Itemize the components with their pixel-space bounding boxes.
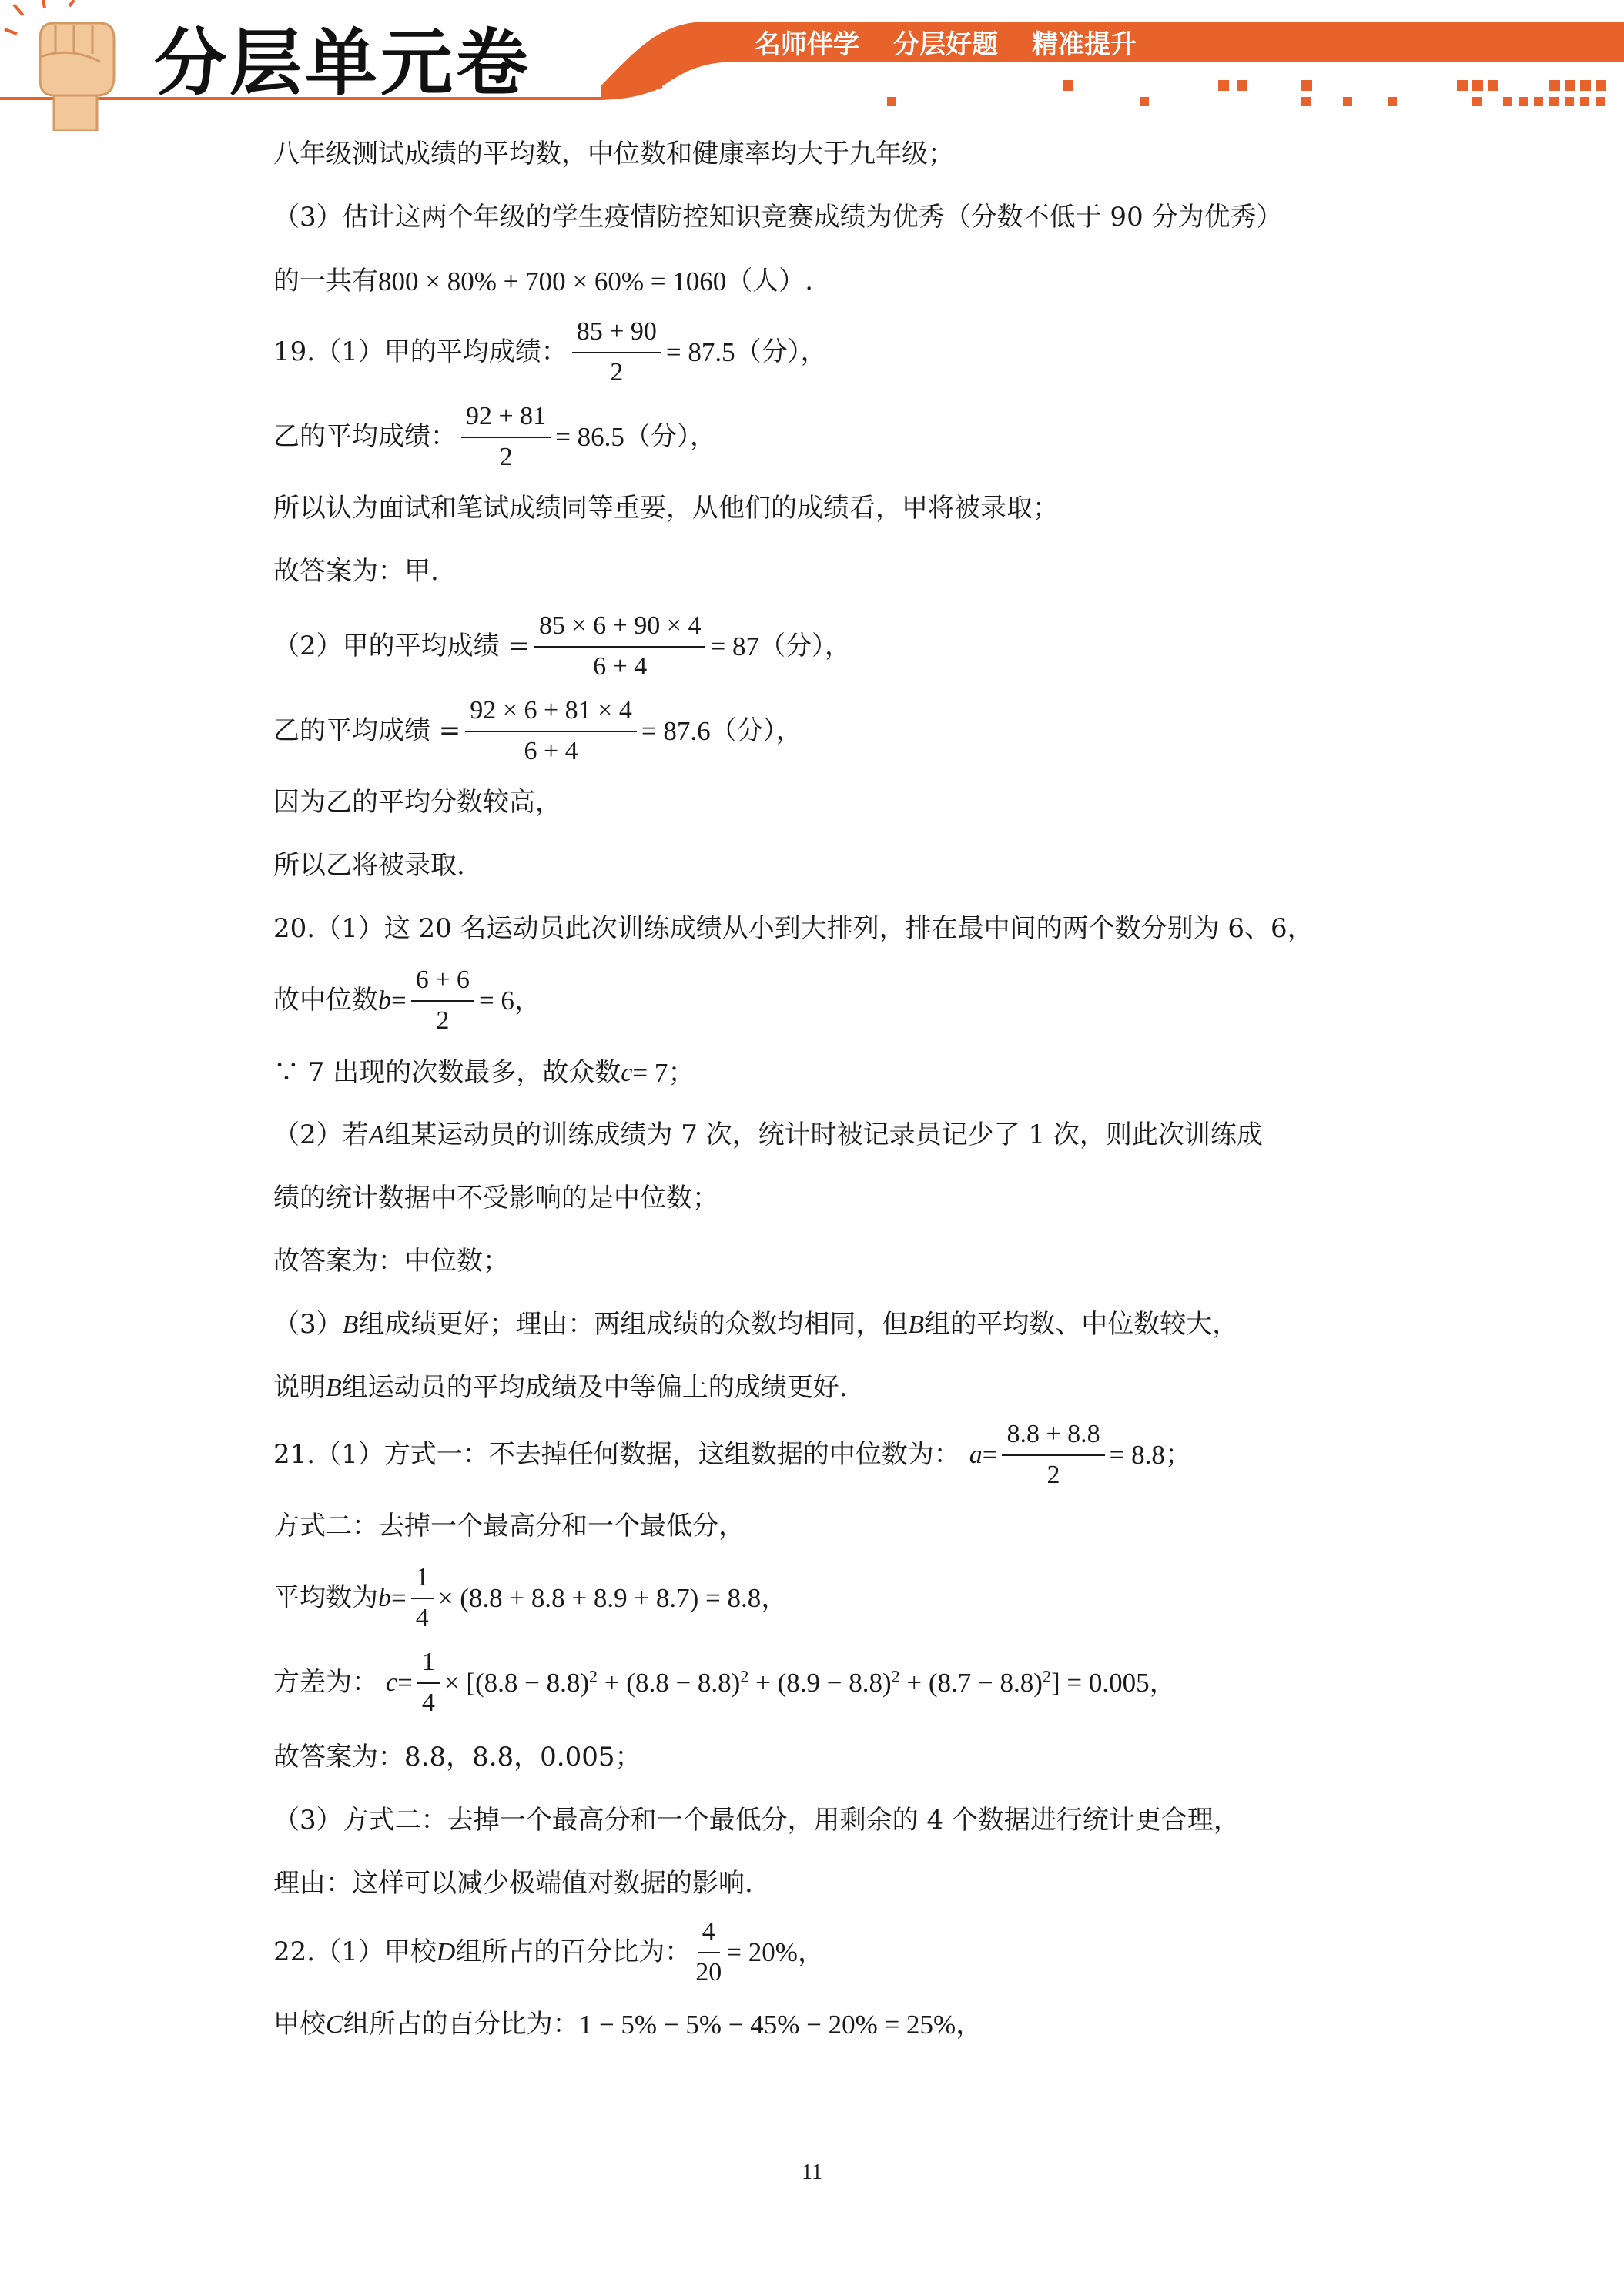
text-line: 方差为： c = $\frac{1}{4}$ × $[(8.8 - 8.8)^2 + (8.8 - 8.8)^2 + (8.9 - 8.8)^2 + (8.7 - 8.8)^2] = 0.005$，: [273, 1646, 1177, 1719]
text-line: 故中位数 b = $\frac{6 + 6}{2}$ = 6，: [273, 964, 541, 1037]
text-line: （3） B 组成绩更好；理由：两组成绩的众数均相同，但 B 组的平均数、中位数较大，: [273, 1309, 1239, 1340]
text-line: 22.（1）甲校 D 组所占的百分比为： $\frac{4}{20}$ = 20%，: [273, 1916, 825, 1989]
text-line: 的一共有 800 × 80% + 700 × 60% = 1060 （人）.: [273, 263, 813, 300]
fraction: $\frac{92 \times 6 + 81 \times 4}{6 + 4}$: [465, 694, 637, 768]
text-line: 所以乙将被录取.: [273, 850, 465, 881]
fraction: $\frac{1}{4}$: [411, 1561, 434, 1635]
slogan-item: 精准提升: [1032, 29, 1137, 60]
decorative-dots: [887, 80, 1606, 106]
slogan-row: [755, 23, 1137, 66]
text-line: ∵ 7 出现的次数最多，故众数 c = 7；: [273, 1056, 695, 1088]
text-line: 所以认为面试和笔试成绩同等重要，从他们的成绩看，甲将被录取；: [273, 493, 1059, 524]
text-line: 方式二：去掉一个最高分和一个最低分，: [273, 1511, 745, 1541]
text-line: （3）方式二：去掉一个最高分和一个最低分，用剩余的 4 个数据进行统计更合理，: [273, 1805, 1240, 1836]
text-line: 20.（1）这 20 名运动员此次训练成绩从小到大排列，排在最中间的两个数分别为 6、6，: [273, 913, 1314, 944]
text-line: 乙的平均成绩 = $\frac{92 \times 6 + 81 \times 4}{6 + 4}$ = 87.6 （分），: [273, 694, 802, 768]
fraction: $\frac{1}{4}$: [417, 1646, 440, 1719]
math-expression: 800 × 80% + 700 × 60% = 1060: [378, 266, 727, 296]
text-line: 故答案为：甲.: [273, 556, 439, 587]
slogan-item: 名师伴学: [755, 29, 859, 60]
text-line: （3）估计这两个年级的学生疫情防控知识竞赛成绩为优秀（分数不低于 90 分为优秀）: [273, 202, 1283, 233]
text-line: 甲校 C 组所占的百分比为： 1 − 5% − 5% − 45% − 20% = 25%，: [273, 2008, 983, 2040]
text-line: （2）若 A 组某运动员的训练成绩为 7 次，统计时被记录员记少了 1 次，则此次训练成: [273, 1120, 1263, 1150]
text-line: 八年级测试成绩的平均数，中位数和健康率均大于九年级；: [273, 139, 954, 169]
brand-title: 分层单元卷: [154, 22, 532, 105]
fraction: $\frac{4}{20}$: [695, 1917, 722, 1986]
page-number: 11: [802, 2160, 822, 2184]
raised-fist-icon: [5, 0, 114, 131]
fraction: $\frac{85 + 90}{2}$: [572, 316, 661, 389]
fraction: $\frac{8.8 + 8.8}{2}$: [1002, 1418, 1104, 1491]
text-line: 19.（1）甲的平均成绩： $\frac{85 + 90}{2}$ = 87.5 （分），: [273, 316, 827, 389]
text-line: 21.（1）方式一：不去掉任何数据，这组数据的中位数为： a = $\frac{8.8 + 8.8}{2}$ = 8.8；: [273, 1418, 1192, 1491]
text-line: 理由：这样可以减少极端值对数据的影响.: [273, 1868, 753, 1899]
text-line: 故答案为：中位数；: [273, 1246, 509, 1277]
text-line: 说明 B 组运动员的平均成绩及中等偏上的成绩更好.: [273, 1372, 848, 1403]
header-banner: [0, 0, 1624, 131]
text-line: 绩的统计数据中不受影响的是中位数；: [273, 1183, 718, 1213]
text-line: 故答案为：8.8，8.8，0.005；: [273, 1742, 641, 1772]
fraction: $\frac{6 + 6}{2}$: [411, 964, 474, 1037]
fraction: $\frac{85 \times 6 + 90 \times 4}{6 + 4}$: [534, 610, 706, 683]
text-line: 乙的平均成绩： $\frac{92 + 81}{2}$ = 86.5 （分），: [273, 400, 716, 474]
slogan-item: 分层好题: [893, 29, 998, 60]
text-line: 平均数为 b = $\frac{1}{4}$ × (8.8 + 8.8 + 8.9 + 8.7) = 8.8，: [273, 1561, 788, 1635]
fraction: $\frac{92 + 81}{2}$: [461, 400, 551, 474]
text-line: 因为乙的平均分数较高，: [273, 787, 561, 818]
text-line: （2）甲的平均成绩 = $\frac{85 \times 6 + 90 \times 4}{6 + 4}$ = 87 （分），: [273, 610, 851, 683]
